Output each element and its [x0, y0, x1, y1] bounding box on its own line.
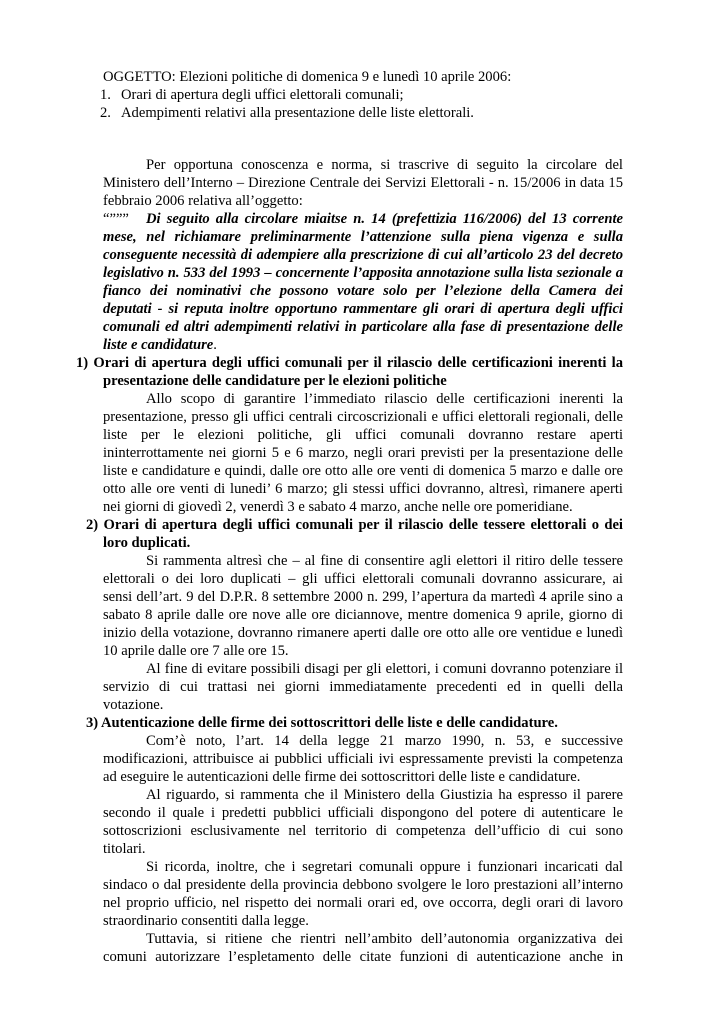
quote-end: . — [213, 337, 217, 353]
section-3-line: Tuttavia, si ritiene che rientri nell’ambito dell’autonomia organizzativa dei — [146, 931, 623, 947]
section-2-line: inizio della votazione, dovranno rimanere aperti dalle ore otto alle ore ventidue e lunedì — [103, 625, 623, 641]
intro-line: Ministero dell’Interno – Direzione Centrale dei Servizi Elettorali - n. 15/2006 in data 15 — [103, 175, 623, 191]
section-2-line: elettorali o dei loro duplicati – gli uffici elettorali comunali dovranno assicurare, ai — [103, 571, 623, 587]
section-3-line: sindaco o dal presidente della provincia debbono svolgere le loro prestazioni all’interno — [103, 877, 623, 893]
subject-item: Adempimenti relativi alla presentazione delle liste elettorali. — [121, 105, 474, 121]
section-3-line: comuni autorizzare l’espletamento delle citate funzioni di autenticazione anche in — [103, 949, 623, 965]
section-2-line: votazione. — [103, 697, 164, 713]
section-1-line: ininterrottamente nei giorni 5 e 6 marzo, negli orari previsti per la presentazione delle — [103, 445, 623, 461]
section-1-line: Allo scopo di garantire l’immediato rilascio delle certificazioni inerenti la — [146, 391, 623, 407]
quote-line: Di seguito alla circolare miaitse n. 14 (prefettizia 116/2006) del 13 corrente — [146, 211, 623, 227]
section-3-line: sottoscrizioni esclusivamente nel territorio di competenza dell’ufficio di cui sono — [103, 823, 623, 839]
section-2-line: sabato 8 aprile dalle ore nove alle ore diciannove, mentre domenica 9 aprile, giorno di — [103, 607, 623, 623]
section-2-heading: 2) Orari di apertura degli uffici comunali per il rilascio delle tessere elettorali o dei — [86, 517, 623, 533]
section-3-line: titolari. — [103, 841, 146, 857]
subject-item-number: 1. — [100, 87, 111, 103]
section-2-heading: loro duplicati. — [103, 535, 191, 551]
section-3-line: modificazioni, attribuisce ai pubblici ufficiali ivi espressamente previsti la competenza — [103, 751, 623, 767]
quote-line: legislativo n. 533 del 1993 – concernente l’apposita annotazione sulla lista sezionale a — [103, 265, 623, 281]
section-3-line: ad eseguire le autenticazioni delle firme dei sottoscrittori delle liste e candidature. — [103, 769, 581, 785]
section-3-line: Si ricorda, inoltre, che i segretari comunali oppure i funzionari incaricati dal — [146, 859, 623, 875]
quote-line: conseguente necessità di adempiere alla prescrizione di cui all’articolo 23 del decreto — [103, 247, 623, 263]
section-1-line: presentazione, presso gli uffici centrali circoscrizionali e uffici elettorali regionali, delle — [103, 409, 623, 425]
section-3-line: Al riguardo, si rammenta che il Ministero della Giustizia ha espresso il parere — [146, 787, 623, 803]
section-1-heading: presentazione delle candidature per le elezioni politiche — [103, 373, 447, 389]
section-2-line: Si rammenta altresì che – al fine di consentire agli elettori il ritiro delle tessere — [146, 553, 623, 569]
section-3-heading: 3) Autenticazione delle firme dei sottoscrittori delle liste e delle candidature. — [86, 715, 558, 731]
intro-line: febbraio 2006 relativa all’oggetto: — [103, 193, 303, 209]
section-3-line: Com’è noto, l’art. 14 della legge 21 marzo 1990, n. 53, e successive — [146, 733, 623, 749]
quote-line: mese, nel richiamare preliminarmente l’attenzione sulla piena vigenza e sulla — [103, 229, 623, 245]
section-1-line: liste e candidature e quindi, dalle ore otto alle ore venti di domenica 5 marzo e dalle ore — [103, 463, 623, 479]
section-1-heading: 1) Orari di apertura degli uffici comunali per il rilascio delle certificazioni inerenti la — [76, 355, 623, 371]
quote-text: liste e candidature — [103, 337, 214, 353]
quote-line: comunali ed altri adempimenti relativi in particolare alla fase di presentazione delle — [103, 319, 623, 335]
quote-line: deputati - si reputa inoltre opportuno rammentare gli orari di apertura degli uffici — [103, 301, 623, 317]
subject-line: OGGETTO: Elezioni politiche di domenica 9 e lunedì 10 aprile 2006: — [103, 69, 512, 85]
section-1-line: otto alle ore venti di lunedi’ 6 marzo; gli stessi uffici dovranno, altresì, rimanere aperti — [103, 481, 623, 497]
section-2-line: servizio di cui trattasi nei giorni immediatamente precedenti ed in quelli della — [103, 679, 623, 695]
subject-item: Orari di apertura degli uffici elettorali comunali; — [121, 87, 404, 103]
section-2-line: sensi dell’art. 9 del D.P.R. 8 settembre 2000 n. 299, l’apertura da martedì 4 aprile sino a — [103, 589, 623, 605]
section-2-line: 10 aprile dalle ore 7 alle ore 15. — [103, 643, 289, 659]
intro-line: Per opportuna conoscenza e norma, si trascrive di seguito la circolare del — [146, 157, 623, 173]
section-3-line: straordinario consentiti dalla legge. — [103, 913, 309, 929]
subject-item-number: 2. — [100, 105, 111, 121]
section-1-line: liste per le elezioni politiche, gli uffici comunali dovranno restare aperti — [103, 427, 623, 443]
section-3-line: nel proprio ufficio, nel rispetto dei normali orari ed, ove occorra, degli orari di lavoro — [103, 895, 623, 911]
quote-line: fianco dei nominativi che possono votare solo per l’elezione della Camera dei — [103, 283, 623, 299]
section-1-line: nei giorni di giovedì 2, venerdì 3 e sabato 4 marzo, anche nelle ore pomeridiane. — [103, 499, 573, 515]
section-2-line: Al fine di evitare possibili disagi per gli elettori, i comuni dovranno potenziare il — [146, 661, 623, 677]
quote-mark: “””” — [103, 211, 129, 227]
quote-line-last — [103, 336, 217, 354]
section-3-line: secondo il quale i predetti pubblici ufficiali dispongono del potere di autenticare le — [103, 805, 623, 821]
